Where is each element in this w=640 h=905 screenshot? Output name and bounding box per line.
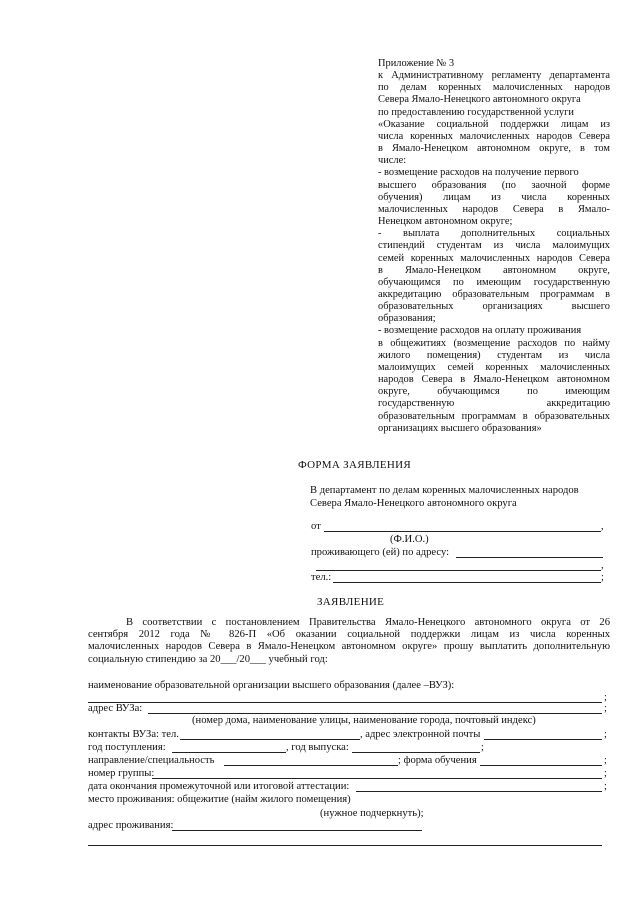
appendix-line: Ненецком автономном округе;: [378, 216, 513, 228]
appendix-line: числа коренных малочисленных народов Севера: [378, 130, 610, 142]
fio-field[interactable]: [324, 531, 601, 532]
year-out-label: , год выпуска:: [286, 742, 349, 753]
appendix-line: в Ямало-Ненецком автономном округе, в том: [378, 143, 610, 155]
year-out-field[interactable]: [352, 752, 480, 753]
study-form-semicolon: ;: [604, 755, 607, 766]
email-field[interactable]: [484, 739, 602, 740]
group-label: номер группы:: [88, 768, 155, 779]
appendix-line: обучения) лицам из числа коренных: [378, 191, 610, 203]
group-semicolon: ;: [604, 768, 607, 779]
appendix-line: высшего образования (по заочной форме: [378, 179, 610, 191]
form-title: ФОРМА ЗАЯВЛЕНИЯ: [298, 459, 411, 471]
org-name-semicolon: ;: [604, 692, 607, 703]
appendix-line: Севера Ямало-Ненецкого автономного округа: [378, 94, 581, 106]
appendix-line: аккредитацию образовательным программам в: [378, 288, 610, 300]
from-label: от: [311, 521, 321, 532]
org-name-field[interactable]: [88, 702, 602, 703]
appendix-line: стипендий студентам из числа малоимущих: [378, 240, 610, 252]
study-form-field[interactable]: [480, 765, 602, 766]
appendix-line: семей коренных малочисленных народов Севера: [378, 252, 610, 264]
appendix-line: - выплата дополнительных социальных: [378, 228, 610, 240]
appendix-line: «Оказание социальной поддержки лицам из: [378, 118, 610, 130]
year-in-field[interactable]: [172, 752, 286, 753]
specialty-field[interactable]: [224, 765, 398, 766]
address-field[interactable]: [148, 713, 602, 714]
appendix-block: [378, 58, 610, 435]
email-label: , адрес электронной почты: [360, 729, 481, 740]
appendix-line: образования;: [378, 313, 436, 325]
appendix-line: народов Севера в Ямало-Ненецком автономном: [378, 374, 610, 386]
home-address-field[interactable]: [172, 830, 422, 831]
appendix-line: малоимущих семей коренных малочисленных: [378, 361, 610, 373]
appendix-line: - возмещение расходов на получение первого: [378, 167, 579, 179]
appendix-line: малочисленных народов Севера в Ямало-: [378, 203, 610, 215]
email-semicolon: ;: [604, 729, 607, 740]
statement-paragraph: [88, 617, 610, 666]
statement-line: малочисленных народов Севера в Ямало-Ненецком автономном округе» прошу выплатить дополнительную: [88, 641, 610, 653]
appendix-line: жилого помещения) студентам из числа: [378, 349, 610, 361]
statement-line: В соответствии с постановлением Правительства Ямало-Ненецкого автономного округа от 26: [126, 617, 610, 628]
attestation-semicolon: ;: [604, 781, 607, 792]
addressee-line-2: Севера Ямало-Ненецкого автономного округа: [310, 498, 517, 509]
home-address-label: адрес проживания:: [88, 820, 174, 831]
appendix-line: по предоставлению государственной услуги: [378, 106, 574, 118]
attestation-label: дата окончания промежуточной или итоговой аттестации:: [88, 781, 350, 792]
appendix-line: Приложение № 3: [378, 58, 455, 69]
home-address-field-2[interactable]: [88, 845, 602, 846]
contacts-phone-label: контакты ВУЗа: тел.: [88, 729, 179, 740]
addressee-line-1: В департамент по делам коренных малочисленных народов: [310, 485, 579, 496]
phone-semicolon: ;: [601, 572, 604, 583]
fio-hint: (Ф.И.О.): [390, 534, 429, 545]
appendix-line: образовательных организациях высшего: [378, 301, 610, 313]
specialty-label: направление/специальность: [88, 755, 215, 766]
address-semicolon: ;: [604, 703, 607, 714]
residence-address-field-2[interactable]: [316, 570, 601, 571]
appendix-line: - возмещение расходов на оплату проживания: [378, 325, 582, 337]
appendix-line: образовательным программам в образовательных: [378, 410, 610, 422]
residence-address-field[interactable]: [456, 557, 603, 558]
appendix-line: числе:: [378, 155, 407, 167]
residing-label: проживающего (ей) по адресу:: [311, 547, 450, 558]
appendix-line: в Ямало-Ненецком автономном округе,: [378, 264, 610, 276]
residence-type-hint: (нужное подчеркнуть);: [320, 808, 424, 819]
phone-field[interactable]: [333, 582, 601, 583]
appendix-line: к Административному регламенту департамента: [378, 70, 610, 82]
appendix-line: обучающимся по имеющим государственную: [378, 276, 610, 288]
statement-title: ЗАЯВЛЕНИЕ: [317, 596, 385, 608]
residence-comma: ,: [601, 560, 604, 571]
contacts-phone-field[interactable]: [180, 739, 360, 740]
study-form-label: ; форма обучения: [398, 755, 477, 766]
year-out-semicolon: ;: [481, 742, 484, 753]
appendix-line: округе, обучающимся по имеющим: [378, 386, 610, 398]
appendix-line: организациях высшего образования»: [378, 422, 542, 434]
address-label: адрес ВУЗа:: [88, 703, 143, 714]
phone-label: тел.:: [311, 572, 332, 583]
group-field[interactable]: [152, 778, 602, 779]
org-name-label: наименование образовательной организации высшего образования (далее –ВУЗ):: [88, 680, 455, 691]
residence-type-label: место проживания: общежитие (найм жилого помещения): [88, 794, 351, 805]
attestation-field[interactable]: [356, 791, 602, 792]
statement-line: сентября 2012 года № 826-П «Об оказании социальной поддержки лицам из числа коренных: [88, 629, 610, 641]
from-comma: ,: [601, 521, 604, 532]
statement-line: социальную стипендию за 20___/20___ учебный год:: [88, 653, 328, 665]
address-hint: (номер дома, наименование улицы, наименование города, почтовый индекс): [192, 715, 536, 726]
appendix-line: по делам коренных малочисленных народов: [378, 82, 610, 94]
appendix-line: государственную аккредитацию: [378, 398, 610, 410]
appendix-line: в общежитиях (возмещение расходов по найму: [378, 337, 610, 349]
year-in-label: год поступления:: [88, 742, 166, 753]
